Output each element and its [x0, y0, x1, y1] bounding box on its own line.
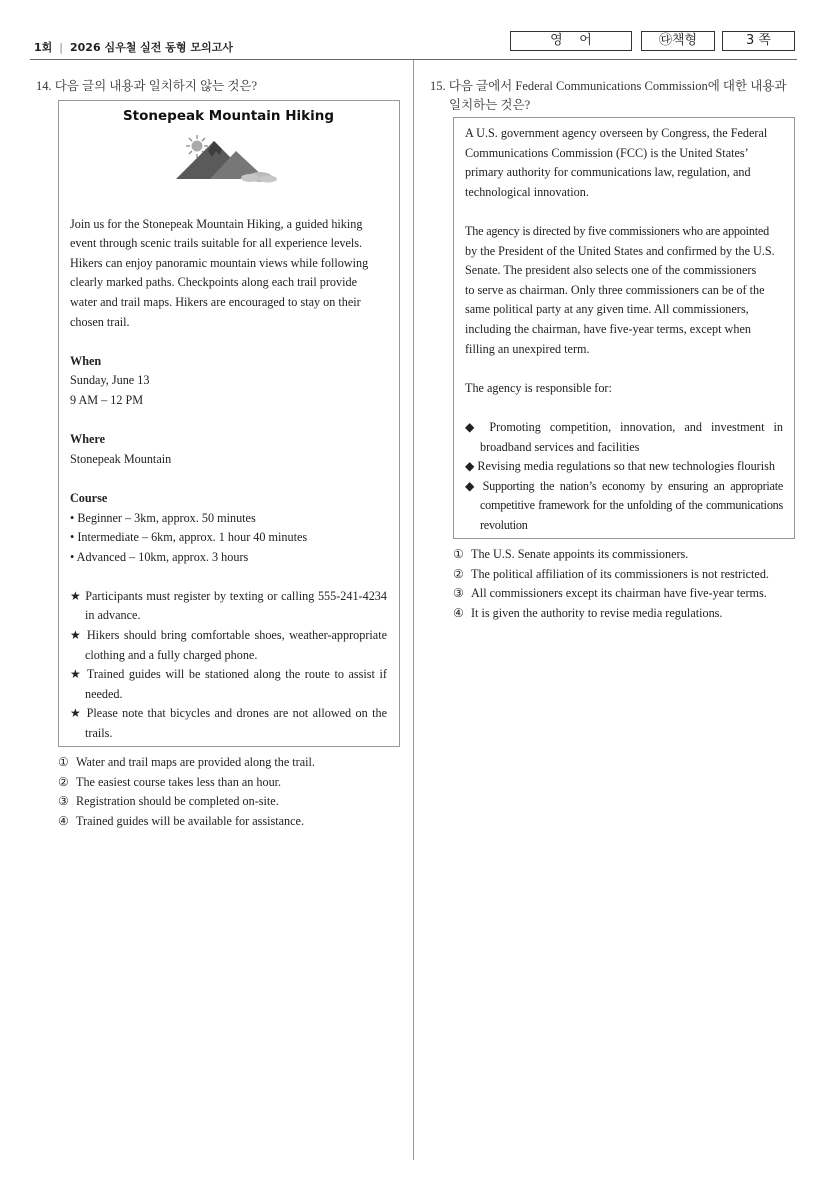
course-heading: Course [70, 490, 108, 505]
intro-line: chosen trail. [70, 314, 130, 329]
header-separator: | [59, 41, 63, 54]
event-location: Stonepeak Mountain [70, 451, 172, 466]
column-divider [413, 60, 414, 1160]
course-item: • Beginner – 3km, approx. 50 minutes [70, 510, 256, 525]
responsibilities-intro: The agency is responsible for: [465, 380, 612, 395]
note-item: ★ Participants must register by texting or calling 555-241-4234 in advance. [70, 588, 387, 623]
passage-line: same political party at any given time. All commissioners, [465, 302, 749, 317]
note-item: ★ Trained guides will be stationed along the route to assist if needed. [70, 667, 387, 701]
responsibility-item: ◆ Supporting the nation’s economy by ensuring an appropriate competitive framework for the unfolding of the communications revolution [465, 478, 783, 532]
passage-line: A U.S. government agency overseen by Congress, the Federal [465, 126, 768, 140]
passage-line: primary authority for communications law, regulation, and [465, 165, 751, 180]
when-heading: When [70, 353, 102, 368]
note-item: ★ Hikers should bring comfortable shoes, weather-appropriate clothing and a fully charged phone. [70, 628, 387, 662]
answer-choice[interactable]: ① Water and trail maps are provided along the trail. [58, 755, 315, 769]
where-heading: Where [70, 432, 105, 447]
fcc-passage [453, 117, 795, 539]
mountain-illustration [70, 131, 387, 193]
question-15-title: 15. 다음 글에서 Federal Communications Commission에 대한 내용과 일치하는 것은? [430, 79, 787, 112]
answer-choice[interactable]: ② The easiest course takes less than an hour. [58, 774, 282, 789]
answer-choice[interactable]: ④ Trained guides will be available for assistance. [58, 813, 305, 828]
answer-choice[interactable]: ③ All commissioners except its chairman have five-year terms. [453, 586, 767, 601]
event-date: Sunday, June 13 [70, 373, 150, 388]
poster-intro [70, 215, 387, 333]
intro-line: Hikers can enjoy panoramic mountain views while following [70, 255, 369, 270]
passage-line: filling an unexpired term. [465, 341, 590, 356]
passage-line: to serve as chairman. Only three commissioners can be of the [465, 282, 765, 297]
answer-choice[interactable]: ① The U.S. Senate appoints its commissioners. [453, 547, 689, 561]
intro-line: clearly marked paths. Checkpoints along each trail provide [70, 275, 357, 290]
responsibility-item: ◆ Revising media regulations so that new technologies flourish [465, 459, 775, 474]
note-item: ★ Please note that bicycles and drones are not allowed on the trails. [70, 706, 387, 741]
passage-line: technological innovation. [465, 184, 589, 199]
intro-line: Join us for the Stonepeak Mountain Hiking, a guided hiking [70, 216, 363, 231]
hiking-poster [58, 100, 400, 747]
passage-line: Communications Commission (FCC) is the United States’ [465, 145, 749, 160]
passage-line: The agency is directed by five commissioners who are appointed [465, 223, 770, 238]
question-15-choices [453, 545, 769, 623]
exam-header [34, 39, 233, 55]
round-label: 1회 [34, 41, 53, 54]
exam-title: 2026 심우철 실전 동형 모의고사 [70, 41, 233, 54]
page-number-box: 3 쪽 [722, 31, 795, 51]
answer-choice[interactable]: ③ Registration should be completed on-site. [58, 794, 279, 809]
answer-choice[interactable]: ④ It is given the authority to revise media regulations. [453, 605, 723, 620]
booklet-type-box: ㉰책형 [641, 31, 715, 51]
passage-line: Senate. The president also selects one of the commissioners [465, 263, 757, 278]
question-14-choices [58, 753, 315, 831]
subject-box: 영 어 [510, 31, 632, 51]
answer-choice[interactable]: ② The political affiliation of its commissioners is not restricted. [453, 566, 769, 581]
intro-line: water and trail maps. Hikers are encouraged to stay on their [70, 294, 361, 309]
intro-line: event through scenic trails suitable for all experience levels. [70, 236, 363, 251]
question-14-title: 14. 다음 글의 내용과 일치하지 않는 것은? [36, 79, 258, 93]
responsibility-item: ◆ Promoting competition, innovation, and investment in broadband services and facilities [465, 419, 783, 454]
passage-line: including the chairman, have five-year terms, except when [465, 321, 751, 336]
poster-title: Stonepeak Mountain Hiking [122, 108, 335, 124]
mountain-icon [170, 133, 290, 193]
course-item: • Intermediate – 6km, approx. 1 hour 40 minutes [70, 530, 308, 545]
event-time: 9 AM – 12 PM [70, 392, 144, 407]
course-item: • Advanced – 10km, approx. 3 hours [70, 549, 249, 564]
sun-icon [192, 140, 203, 151]
passage-line: by the President of the United States and confirmed by the U.S. [465, 243, 775, 258]
